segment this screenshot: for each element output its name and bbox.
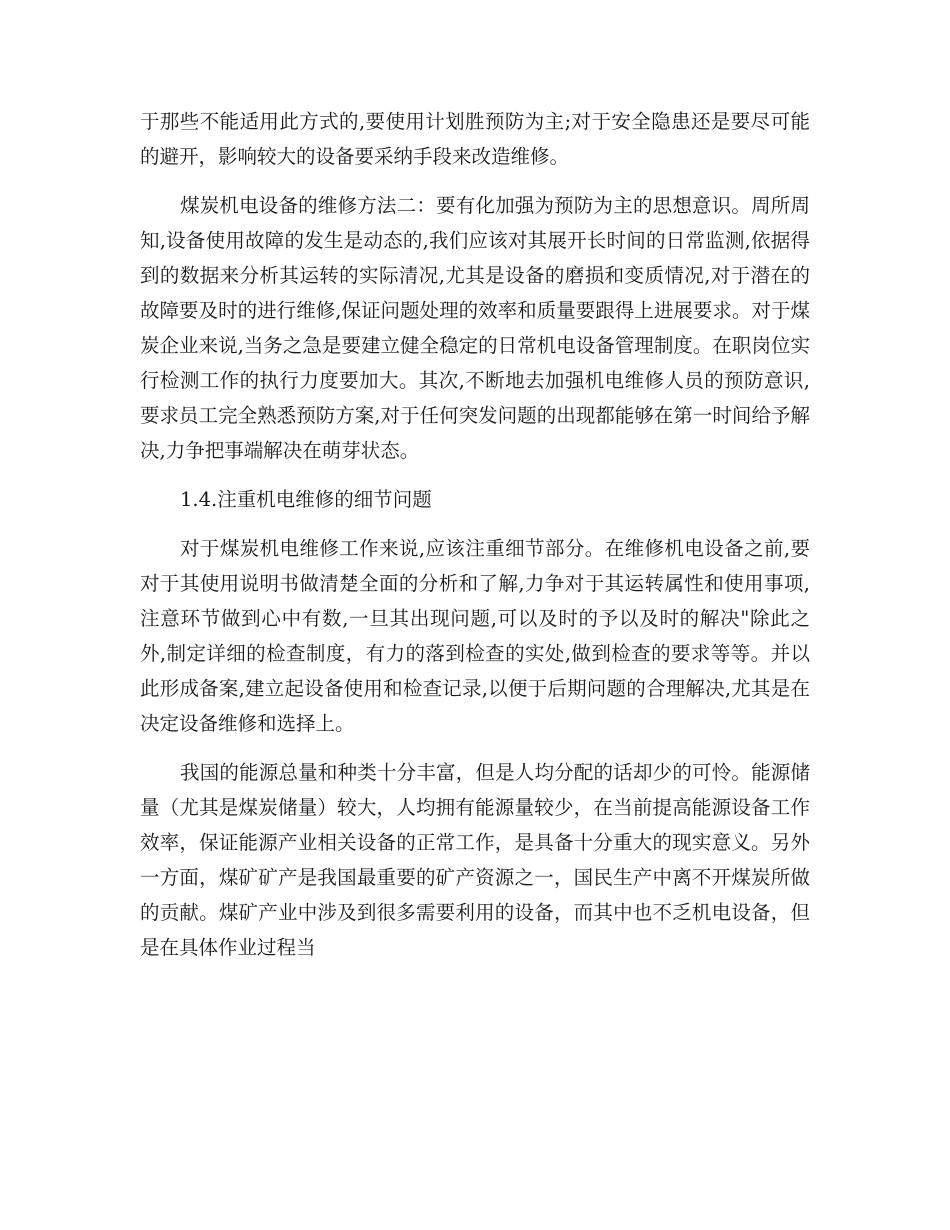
- paragraph-4: 我国的能源总量和种类十分丰富，但是人均分配的话却少的可怜。能源储量（尤其是煤炭储量）较大，人均拥有能源量较少，在当前提高能源设备工作效率，保证能源产业相关设备的正常工作，是具备十分重大的现实意义。另外一方面，煤矿矿产是我国最重要的矿产资源之一，国民生产中离不开煤炭所做的贡献。煤矿产业中涉及到很多需要利用的设备，而其中也不乏机电设备，但是在具体作业过程当: [140, 761, 810, 959]
- paragraph-2: 煤炭机电设备的维修方法二：要有化加强为预防为主的思想意识。周所周知,设备使用故障的发生是动态的,我们应该对其展开长时间的日常监测,依据得到的数据来分析其运转的实际清况,尤其是设备的磨损和变质情况,对于潜在的故障要及时的进行维修,保证问题处理的效率和质量要跟得上进展要求。对于煤炭企业来说,当务之急是要建立健全稳定的日常机电设备管理制度。在职岗位实行检测工作的执行力度要加大。其次,不断地去加强机电维修人员的预防意识,要求员工完全熟悉预防方案,对于任何突发问题的出现都能够在第一时间给予解决,力争把事端解决在萌芽状态。: [140, 194, 810, 462]
- paragraph-gap: [140, 741, 810, 755]
- document-body: [140, 104, 810, 965]
- paragraph-1: 于那些不能适用此方式的,要使用计划胜预防为主;对于安全隐患还是要尽可能的避开，影响较大的设备要采纳手段来改造维修。: [140, 110, 810, 168]
- paragraph-gap: [140, 517, 810, 531]
- paragraph-3: 对于煤炭机电维修工作来说,应该注重细节部分。在维修机电设备之前,要对于其使用说明书做清楚全面的分析和了解,力争对于其运转属性和使用事项,注意环节做到心中有数,一旦其出现问题,可以及时的予以及时的解决"除此之外,制定详细的检查制度，有力的落到检查的实处,做到检查的要求等等。并以此形成备案,建立起设备使用和检查记录,以便于后期问题的合理解决,尤其是在决定设备维修和选择上。: [140, 537, 810, 735]
- section-heading: 1.4.注重机电维修的细节问题: [180, 488, 432, 511]
- paragraph-gap: [140, 174, 810, 188]
- paragraph-gap: [140, 468, 810, 482]
